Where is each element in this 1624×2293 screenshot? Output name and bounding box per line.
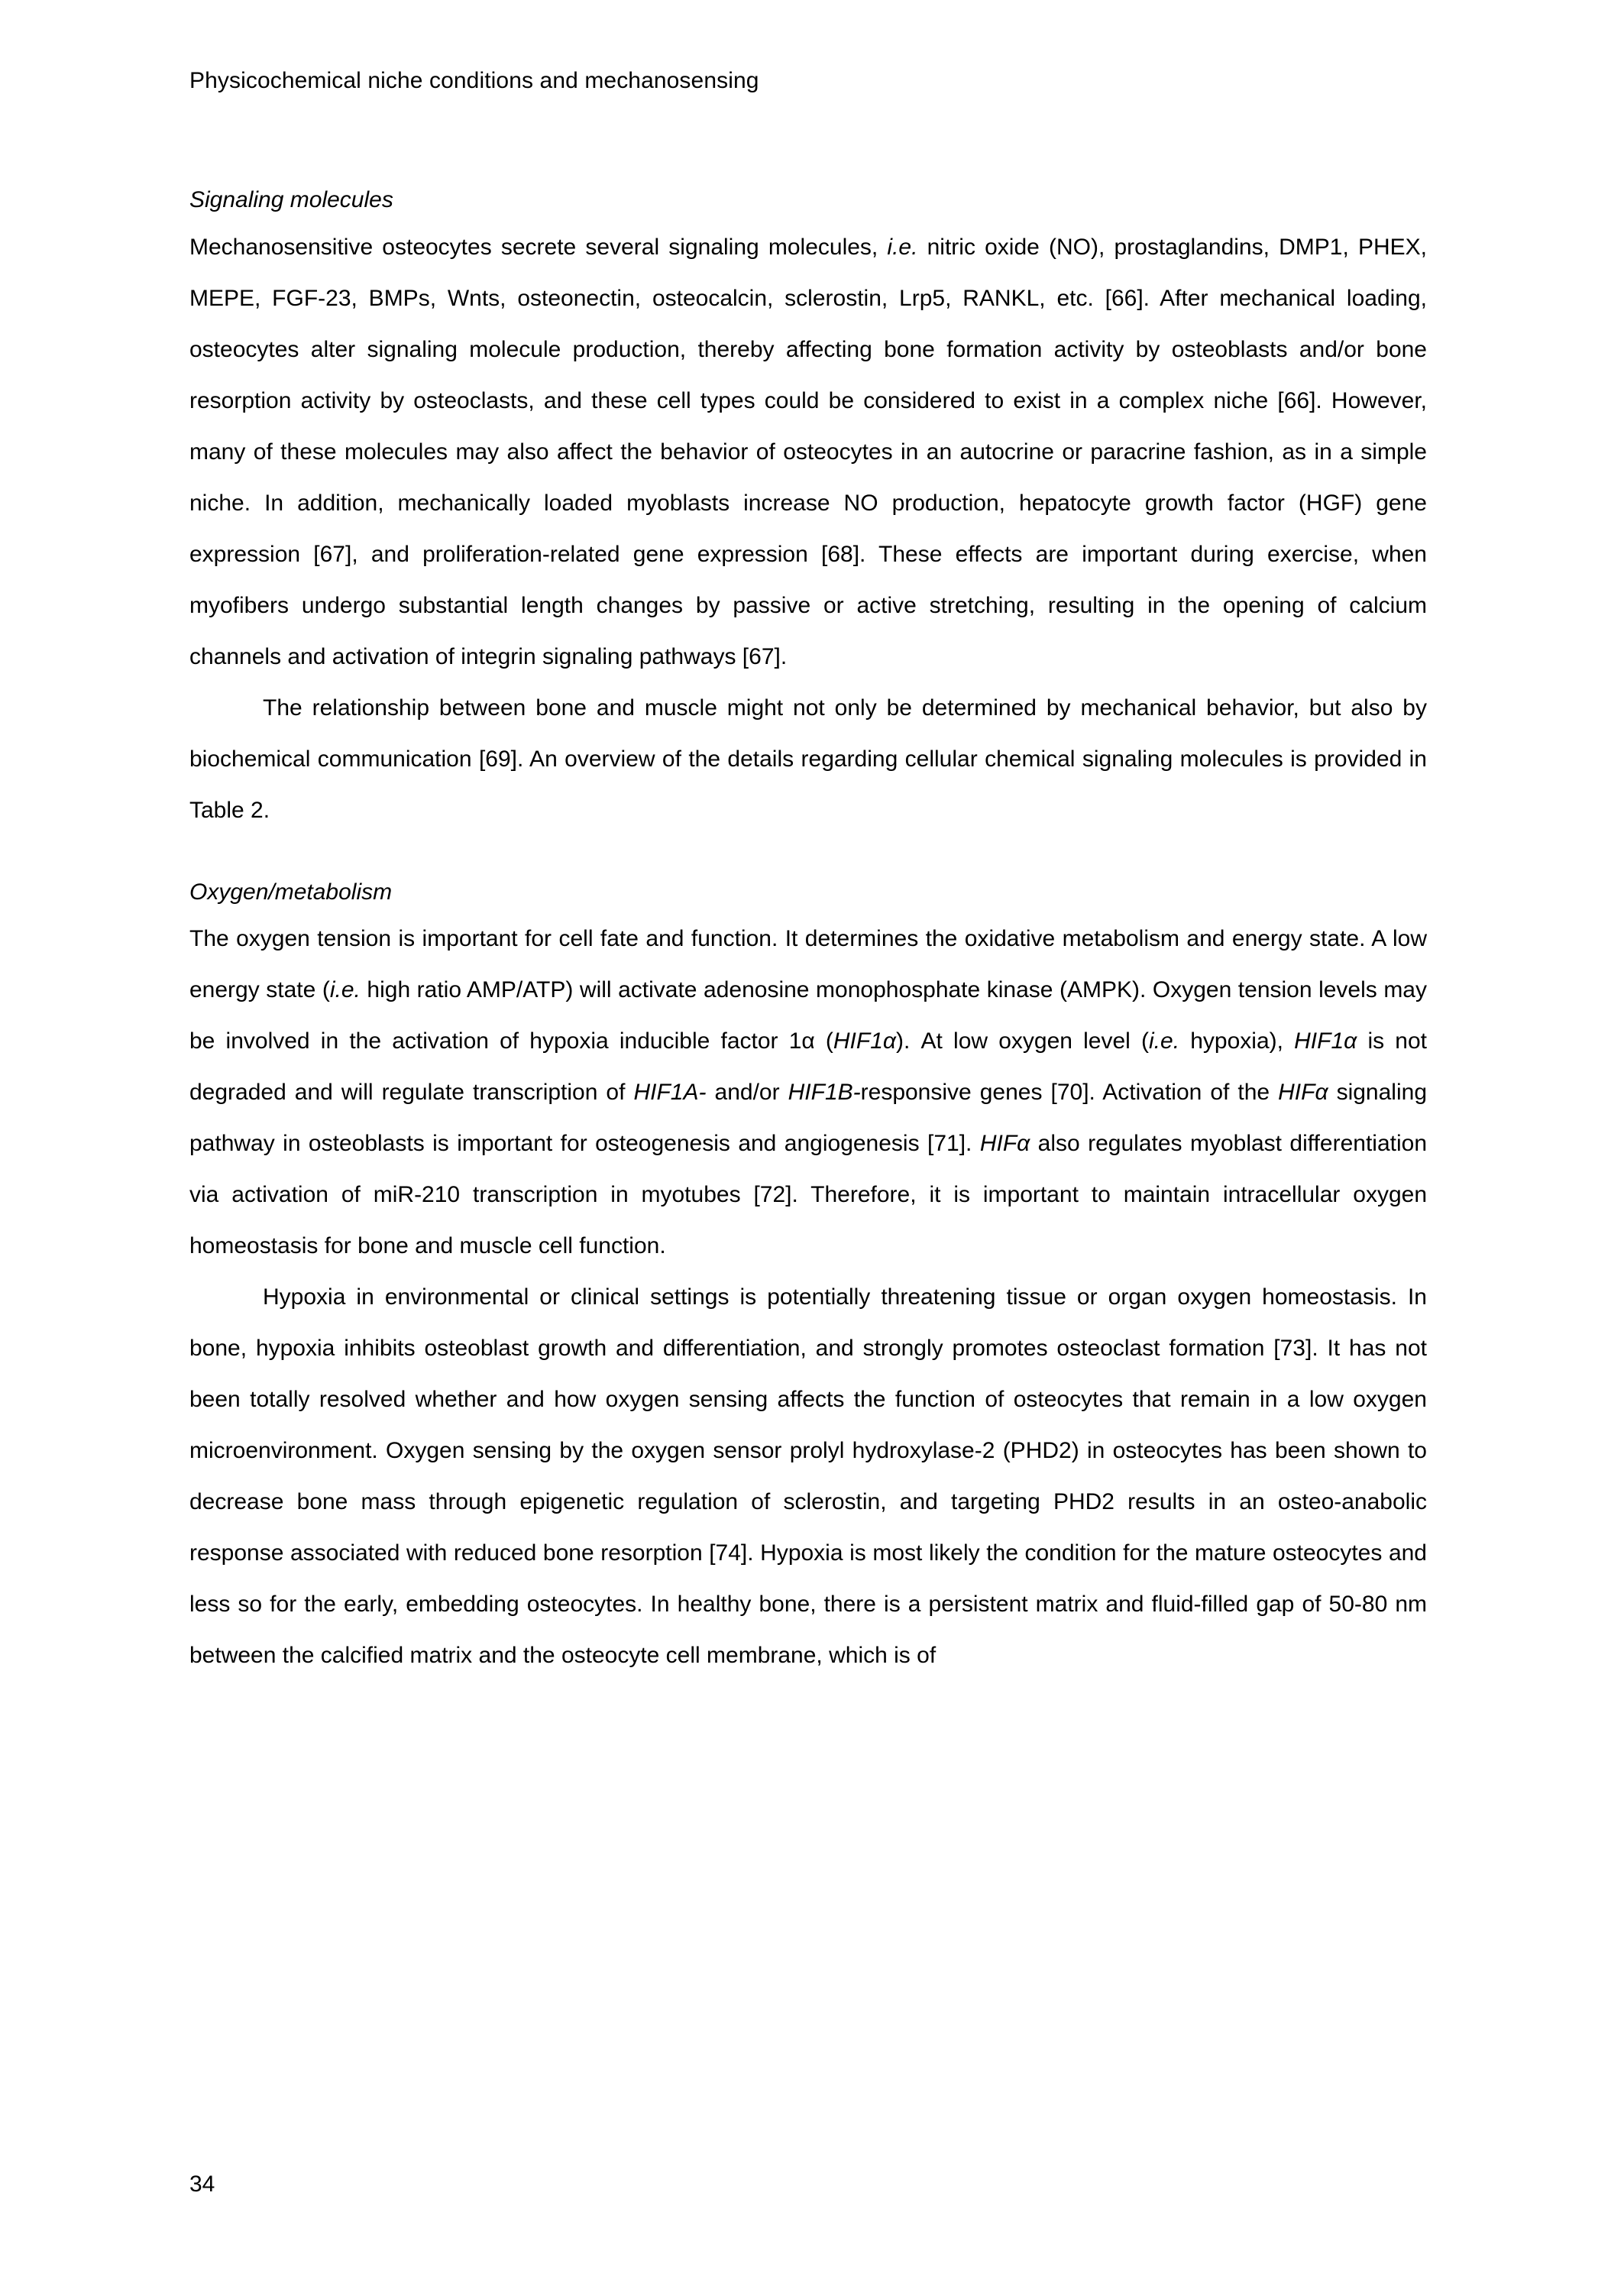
section-spacer [189,836,1427,876]
section-signaling-molecules [189,183,1427,836]
paragraph: Mechanosensitive osteocytes secrete several signaling molecules, i.e. nitric oxide (NO), prostaglandins, DMP1, PHEX, MEPE, FGF-23, BMPs, Wnts, osteonectin, osteocalcin, sclerostin, Lrp5, RANKL, etc. [66]. After mechanical loading, osteocytes alter signaling molecule production, thereby affecting bone formation activity by osteoblasts and/or bone resorption activity by osteoclasts, and these cell types could be considered to exist in a complex niche [66]. However, many of these molecules may also affect the behavior of osteocytes in an autocrine or paracrine fashion, as in a simple niche. In addition, mechanically loaded myoblasts increase NO production, hepatocyte growth factor (HGF) gene expression [67], and proliferation-related gene expression [68]. These effects are important during exercise, when myofibers undergo substantial length changes by passive or active stretching, resulting in the opening of calcium channels and activation of integrin signaling pathways [67]. [189,234,1427,669]
paragraph: The oxygen tension is important for cell fate and function. It determines the oxidative metabolism and energy state. A low energy state (i.e. high ratio AMP/ATP) will activate adenosine monophosphate kinase (AMPK). Oxygen tension levels may be involved in the activation of hypoxia inducible factor 1α (HIF1α). At low oxygen level (i.e. hypoxia), HIF1α is not degraded and will regulate transcription of HIF1A- and/or HIF1B-responsive genes [70]. Activation of the HIFα signaling pathway in osteoblasts is important for osteogenesis and angiogenesis [71]. HIFα also regulates myoblast differentiation via activation of miR-210 transcription in myotubes [72]. Therefore, it is important to maintain intracellular oxygen homeostasis for bone and muscle cell function. [189,926,1428,1258]
paragraph: Hypoxia in environmental or clinical settings is potentially threatening tissue or organ oxygen homeostasis. In bone, hypoxia inhibits osteoblast growth and differentiation, and strongly promotes osteoclast formation [73]. It has not been totally resolved whether and how oxygen sensing affects the function of osteocytes that remain in a low oxygen microenvironment. Oxygen sensing by the oxygen sensor prolyl hydroxylase-2 (PHD2) in osteocytes has been shown to decrease bone mass through epigenetic regulation of sclerostin, and targeting PHD2 results in an osteo-anabolic response associated with reduced bone resorption [74]. Hypoxia is most likely the condition for the mature osteocytes and less so for the early, embedding osteocytes. In healthy bone, there is a persistent matrix and fluid-filled gap of 50-80 nm between the calcified matrix and the osteocyte cell membrane, which is of [189,1284,1427,1668]
section-heading: Oxygen/metabolism [189,879,393,905]
running-head: Physicochemical niche conditions and mechanosensing [189,68,759,93]
page-number: 34 [189,2172,215,2197]
section-heading: Signaling molecules [189,187,393,212]
page-content [189,183,1427,1681]
section-oxygen-metabolism [189,876,1427,1682]
paragraph: The relationship between bone and muscle might not only be determined by mechanical behavior, but also by biochemical communication [69]. An overview of the details regarding cellular chemical signaling molecules is provided in Table 2. [189,695,1427,823]
